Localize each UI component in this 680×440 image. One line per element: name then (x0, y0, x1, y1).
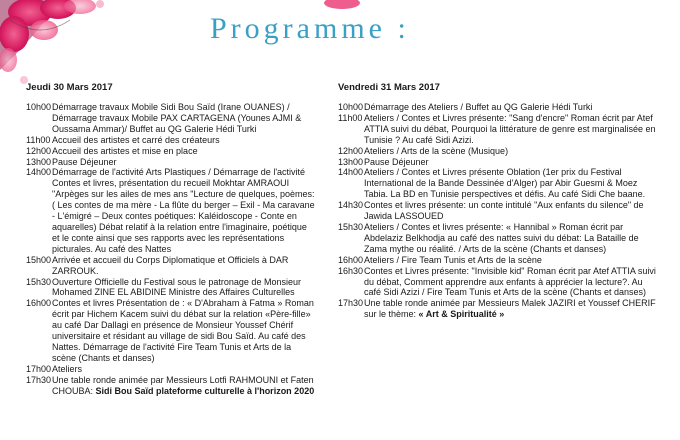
entry-text: Contes et livres Présentation de : « D'Abraham à Fatma » Roman écrit par Hichem Kacem suivi du débat sur la relation «Père-fille» au café Dar Dallagi en présence de Monsieur Youssef Chérif universitaire et résidant au village de sidi Bou Saïd. Au café des Nattes. Démarrage de l'activité Fire Team Tunis et Arts de la scène (Chants et danses) (52, 298, 314, 363)
entry-time: 16h00 (338, 254, 364, 265)
entry-time: 13h00 (338, 156, 364, 167)
entry-time: 12h00 (26, 145, 52, 156)
entry-text-plain: Une table ronde animée par Messieurs Lotfi RAHMOUNI et Faten CHOUBA: (52, 374, 314, 396)
entry-text (364, 298, 658, 320)
schedule-entry (338, 146, 658, 157)
page-title: Programme : (210, 12, 410, 45)
schedule-entry (26, 167, 316, 254)
day-column-thursday (26, 82, 316, 396)
entry-text: Ateliers / Arts de la scène (Musique) (364, 145, 509, 156)
entry-text-plain: Une table ronde animée par Messieurs Malek JAZIRI et Youssef CHERIF sur le thème: (364, 298, 656, 320)
schedule-entry (26, 255, 316, 277)
day-title: Vendredi 31 Mars 2017 (338, 82, 440, 93)
schedule-entry (26, 277, 316, 299)
entry-text: Pause Déjeuner (364, 156, 429, 167)
entry-time: 17h30 (26, 374, 52, 385)
entry-text: Ateliers / Fire Team Tunis et Arts de la scène (364, 254, 542, 265)
entry-time: 15h30 (26, 276, 52, 287)
flower-decoration-small (322, 0, 362, 12)
entry-text: Pause Déjeuner (52, 156, 117, 167)
entry-text: Ateliers (52, 363, 83, 374)
entry-text: Démarrage travaux Mobile Sidi Bou Saïd (Irane OUANES) / Démarrage travaux Mobile PAX CARTAGENA (Younes AJMI & Oussama Ammar)/ Buffet au QG Galerie Hédi Turki (52, 102, 302, 134)
schedule-entry (338, 167, 658, 200)
entry-text: Accueil des artistes et mise en place (52, 145, 198, 156)
schedule-entry (26, 102, 316, 135)
schedule-entry (338, 255, 658, 266)
day-title: Jeudi 30 Mars 2017 (26, 82, 113, 93)
schedule-entry (338, 102, 658, 113)
bougainvillea-decoration (0, 0, 150, 95)
schedule-entry (26, 375, 316, 397)
schedule-entry (26, 146, 316, 157)
entry-time: 16h00 (26, 298, 52, 309)
entry-time: 14h30 (338, 200, 364, 211)
entry-text-bold: « Art & Spiritualité » (418, 309, 505, 320)
entry-text: Contes et Livres présente: "Invisible kid" Roman écrit par Atef ATTIA suivi du débat, Comment apprendre aux enfants à apprécier la lecture?. Au café Sidi Azizi / Fire Team Tunis et Arts de la scène (Chants et danses) (364, 265, 656, 298)
entry-text (52, 375, 316, 397)
entry-time: 17h30 (338, 298, 364, 309)
schedule-entry (338, 222, 658, 255)
schedule-entry (338, 298, 658, 320)
entry-time: 16h30 (338, 265, 364, 276)
entry-time: 17h00 (26, 363, 52, 374)
entry-time: 10h00 (26, 102, 52, 112)
entry-text: Accueil des artistes et carré des créateurs (52, 134, 220, 145)
entry-time: 10h00 (338, 102, 364, 112)
day-column-friday (338, 82, 658, 320)
entry-text: Ateliers / Contes et Livres présente: "Sang d'encre" Roman écrit par Atef ATTIA suivi du débat, Pourquoi la littérature de genre est marginalisée en Tunisie ? Au café Sidi Azizi. (364, 112, 656, 145)
schedule-entry (338, 157, 658, 168)
schedule-entry (338, 113, 658, 146)
entry-text: Démarrage de l'activité Arts Plastiques / Démarrage de l'activité Contes et livres, présentation du recueil Mokhtar AMRAOUI "Arpèges sur les ailes de mes ans "Lecture de quelques, poèmes: ( Les contes de ma mère - La flûte du berger – Exil - Ma caravane - L'émigré – Deux contes poétiques: Kaléidoscope - Conte en aquarelles) Débat relatif à la relation entre l'imaginaire, poétique et le conte ainsi que ses rapports avec les représentations picturales. Au café des Nattes (52, 167, 315, 254)
entry-time: 15h30 (338, 221, 364, 232)
entry-text: Ateliers / Contes et Livres présente Oblation (1er prix du Festival International de la Bande Dessinée d'Alger) par Abir Guesmi & Moez Tabia. La BD en Tunisie perspectives et défis. Au café Sidi Che baane. (364, 167, 646, 200)
entry-time: 15h00 (26, 254, 52, 265)
schedule-entry (26, 157, 316, 168)
entry-time: 14h00 (26, 167, 52, 178)
schedule-entry (338, 266, 658, 299)
entry-text-bold: Sidi Bou Saïd plateforme culturelle à l'horizon 2020 (95, 385, 315, 396)
entry-text: Ouverture Officielle du Festival sous le patronage de Monsieur Mohamed ZINE EL ABIDINE Ministre des Affaires Culturelles (52, 276, 301, 298)
entry-time: 14h00 (338, 167, 364, 178)
entry-time: 11h00 (26, 134, 51, 145)
schedule-entry (26, 135, 316, 146)
schedule-entry (26, 298, 316, 363)
schedule-entry (26, 364, 316, 375)
entry-text: Ateliers / Contes et livres présente: « Hannibal » Roman écrit par Abdelaziz Belkhodja au café des nattes suivi du débat: La Bataille de Zama mythe ou réalité. / Arts de la scène (Chants et danses) (364, 221, 639, 254)
entry-text: Démarrage des Ateliers / Buffet au QG Galerie Hédi Turki (364, 102, 593, 112)
entry-text: Contes et livres présente: un conte intitulé "Aux enfants du silence" de Jawida LASSOUED (364, 200, 644, 222)
entry-text: Arrivée et accueil du Corps Diplomatique et Officiels à DAR ZARROUK. (52, 254, 289, 276)
entry-time: 11h00 (338, 112, 363, 123)
entry-time: 13h00 (26, 156, 52, 167)
schedule-entry (338, 200, 658, 222)
entry-time: 12h00 (338, 145, 364, 156)
